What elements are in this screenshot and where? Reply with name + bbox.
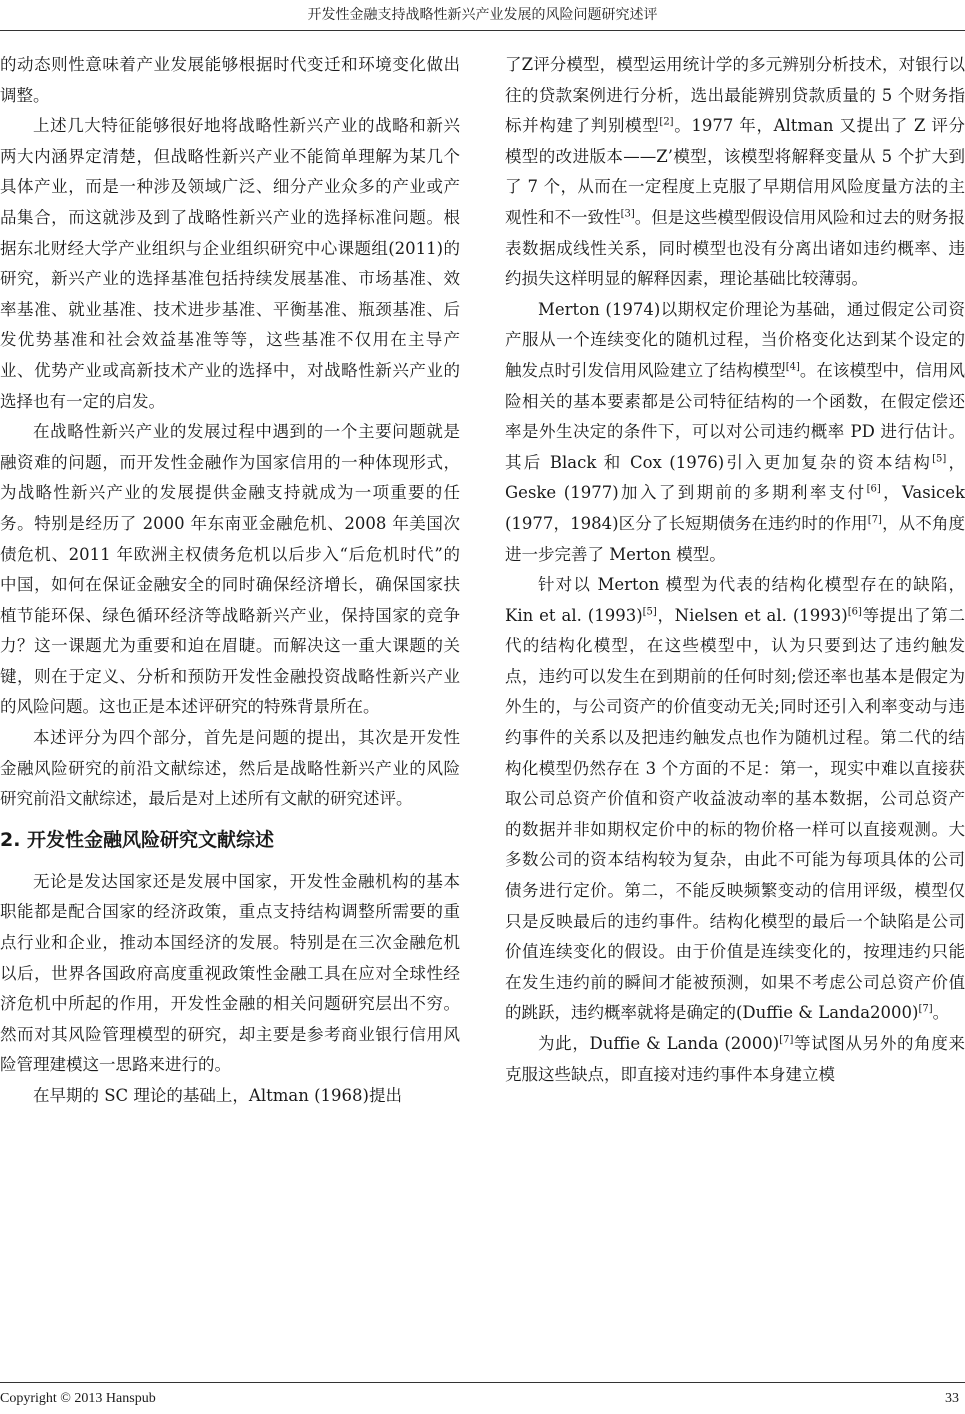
running-header: 开发性金融支持战略性新兴产业发展的风险问题研究述评 xyxy=(307,7,658,23)
text-run: 。 xyxy=(932,1003,950,1023)
text-run: ，从不角度进一步完善了 Merton 模型。 xyxy=(505,513,965,564)
paragraph xyxy=(505,570,965,1029)
text-run: 等提出了第二代的结构化模型，在这些模型中，认为只要到达了违约触发点，违约可以发生在到期前的任何时刻;偿还率也基本是假定为外生的，与公司资产的价值变动无关;同时还引入利率变动与违约事件的关系以及把违约触发点也作为随机过程。第二代的结构化模型仍然存在 3 个方面的不足：第一，现实中难以直接获取公司总资产价值和资产收益波动率的基本数据，公司总资产的数据并非如期权定价中的标的物价格一样可以直接观测。大多数公司的资本结构较为复杂，由此不可能为每项具体的公司债务进行定价。第二，不能反映频繁变动的信用评级，模型仅只是反映最后的违约事件。结构化模型的最后一个缺陷是公司价值连续变化的假设。由于价值是连续变化的，按理违约只能在发生违约前的瞬间才能被预测，如果不考虑公司总资产价值的跳跃，违约概率就将是确定的(Duffie & Landa2000) xyxy=(505,605,965,1023)
text-run: 。但是这些模型假设信用风险和过去的财务报表数据成线性关系，同时模型也没有分离出诸如违约概率、违约损失这样明显的解释因素，理论基础比较薄弱。 xyxy=(505,207,965,289)
paragraph: 上述几大特征能够很好地将战略性新兴产业的战略和新兴两大内涵界定清楚，但战略性新兴产业不能简单理解为某几个具体产业，而是一种涉及领域广泛、细分产业众多的产业或产品集合，而这就涉及到了战略性新兴产业的选择标准问题。根据东北财经大学产业组织与企业组织研究中心课题组(2011)的研究，新兴产业的选择基准包括持续发展基准、市场基准、效率基准、就业基准、技术进步基准、平衡基准、瓶颈基准、后发优势基准和社会效益基准等等，这些基准不仅用在主导产业、优势产业或高新技术产业的选择中，对战略性新兴产业的选择也有一定的启发。 xyxy=(0,116,460,411)
text-run: ，Vasicek (1977，1984)区分了长短期债务在违约时的作用 xyxy=(505,483,965,533)
citation: [6] xyxy=(847,606,862,618)
text-run: ，Geske (1977)加入了到期前的多期利率支付 xyxy=(505,452,965,503)
text-run: 针对以 Merton 模型为代表的结构化模型存在的缺陷，Kin et al. (1993) xyxy=(505,575,965,625)
paragraph: 本述评分为四个部分，首先是问题的提出，其次是开发性金融风险研究的前沿文献综述，然后是战略性新兴产业的风险研究前沿文献综述，最后是对上述所有文献的研究述评。 xyxy=(0,728,460,809)
citation: [3] xyxy=(620,208,635,220)
section-heading: 2. 开发性金融风险研究文献综述 xyxy=(0,828,275,851)
paragraph: 在战略性新兴产业的发展过程中遇到的一个主要问题就是融资难的问题，而开发性金融作为国家信用的一种体现形式，为战略性新兴产业的发展提供金融支持就成为一项重要的任务。特别是经历了 2000 年东南亚金融危机、2008 年美国次债危机、2011 年欧洲主权债务危机以后步入“后危机时代”的中国，如何在保证金融安全的同时确保经济增长，确保国家扶植节能环保、绿色循环经济等战略新兴产业，保持国家的竞争力？这一课题尤为重要和迫在眉睫。而解决这一重大课题的关键，则在于定义、分析和预防开发性金融投资战略性新兴产业的风险问题。这也正是本述评研究的特殊背景所在。 xyxy=(0,422,460,717)
text-run: 了Z评分模型，模型运用统计学的多元辨别分析技术，对银行以往的贷款案例进行分析，选出最能辨别贷款质量的 5 个财务指标并构建了判别模型 xyxy=(505,55,965,136)
text-run: 。1977 年，Altman 又提出了 Z 评分模型的改进版本——Z’模型，该模型将解释变量从 5 个扩大到了 7 个，从而在一定程度上克服了早期信用风险度量方法的主观性和不一致性 xyxy=(505,116,965,227)
citation: [5] xyxy=(932,453,947,465)
text-run: 。在该模型中，信用风险相关的基本要素都是公司特征结构的一个函数，在假定偿还率是外生决定的条件下，可以对公司违约概率 PD 进行估计。其后 Black 和 Cox (1976)引入更加复杂的资本结构 xyxy=(505,360,965,472)
citation: [7] xyxy=(918,1003,933,1015)
citation: [5] xyxy=(642,606,657,618)
citation: [4] xyxy=(785,361,800,373)
left-column xyxy=(0,50,460,1370)
paragraph xyxy=(505,295,965,570)
right-column xyxy=(505,50,965,1370)
paragraph: 的动态则性意味着产业发展能够根据时代变迁和环境变化做出调整。 xyxy=(0,55,460,105)
text-run: 为此，Duffie & Landa (2000) xyxy=(538,1034,780,1053)
text-run: Merton (1974)以期权定价理论为基础，通过假定公司资产服从一个连续变化的随机过程，当价格变化达到某个设定的触发点时引发信用风险建立了结构模型 xyxy=(505,299,965,380)
page-number: 33 xyxy=(945,1391,959,1406)
paragraph xyxy=(505,50,965,295)
citation: [7] xyxy=(779,1034,794,1046)
text-run: 等试图从另外的角度来克服这些缺点，即直接对违约事件本身建立模 xyxy=(505,1034,965,1084)
paragraph xyxy=(505,1029,965,1090)
citation: [7] xyxy=(867,514,882,526)
paragraph: 无论是发达国家还是发展中国家，开发性金融机构的基本职能都是配合国家的经济政策，重点支持结构调整所需要的重点行业和企业，推动本国经济的发展。特别是在三次金融危机以后，世界各国政府高度重视政策性金融工具在应对全球性经济危机中所起的作用，开发性金融的相关问题研究层出不穷。然而对其风险管理模型的研究，却主要是参考商业银行信用风险管理建模这一思路来进行的。 xyxy=(0,871,460,1075)
citation: [6] xyxy=(866,483,881,495)
paragraph: 在早期的 SC 理论的基础上，Altman (1968)提出 xyxy=(33,1086,402,1105)
footer-copyright: Copyright © 2013 Hanspub xyxy=(0,1391,156,1406)
footer-rule xyxy=(0,1382,965,1383)
header-rule xyxy=(0,30,965,31)
citation: [2] xyxy=(659,116,674,128)
text-run: ，Nielsen et al. (1993) xyxy=(656,605,848,625)
